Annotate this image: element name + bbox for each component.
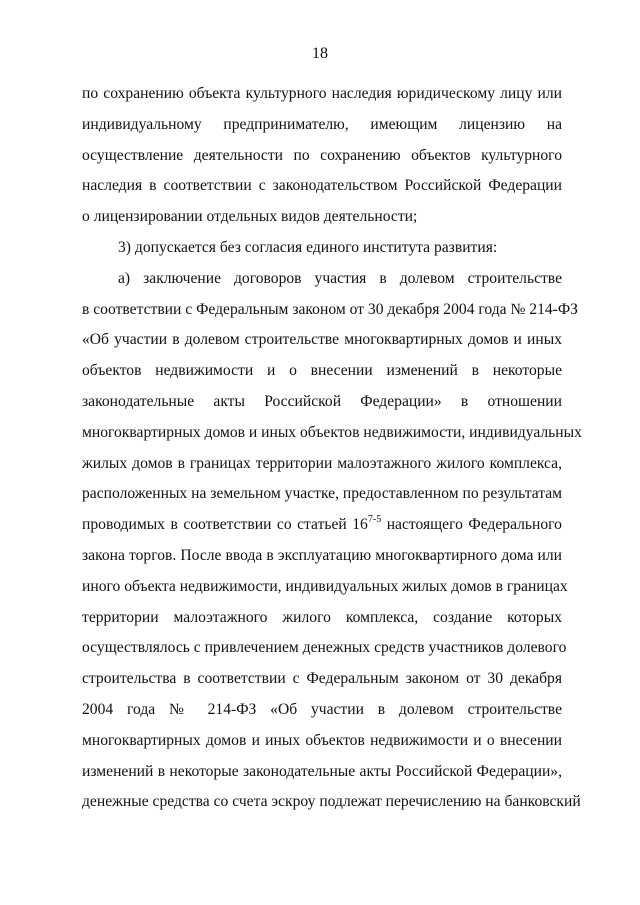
text-line: о лицензировании отдельных видов деятельности; — [82, 208, 418, 226]
text-line: наследия в соответствии с законодательством Российской Федерации — [82, 177, 562, 195]
text-line: «Об участии в долевом строительстве многоквартирных домов и иных — [82, 331, 562, 349]
text-line: 3) допускается без согласия единого института развития: — [118, 239, 498, 256]
text-line: жилых домов в границах территории малоэтажного жилого комплекса, — [82, 454, 562, 472]
text-line: индивидуальному предпринимателю, имеющим лицензию на — [82, 115, 562, 133]
text-line: денежные средства со счета эскроу подлежат перечислению на банковский — [82, 793, 581, 811]
text-segment: настоящего Федерального — [381, 516, 562, 534]
text-line: а) заключение договоров участия в долевом строительстве — [118, 269, 562, 287]
page-number: 18 — [312, 45, 328, 62]
text-line: законодательные акты Российской Федерации» в отношении — [82, 393, 562, 410]
text-line: изменений в некоторые законодательные акты Российской Федерации», — [82, 762, 562, 780]
text-line: территории малоэтажного жилого комплекса, создание которых — [82, 608, 562, 626]
text-line: многоквартирных домов и иных объектов недвижимости и о внесении — [82, 731, 562, 749]
text-line: 2004 года № 214-ФЗ «Об участии в долевом строительстве — [82, 701, 562, 718]
text-line: осуществлялось с привлечением денежных средств участников долевого — [82, 639, 567, 657]
text-line: закона торгов. После ввода в эксплуатацию многоквартирного дома или — [82, 547, 562, 564]
text-line: расположенных на земельном участке, предоставленном по результатам — [82, 485, 563, 503]
text-segment: проводимых в соответствии со статьей 16 — [82, 516, 368, 534]
superscript: 7-5 — [367, 514, 382, 525]
text-line: осуществление деятельности по сохранению объектов культурного — [82, 146, 562, 164]
text-line: в соответствии с Федеральным законом от 30 декабря 2004 года № 214-ФЗ — [82, 300, 578, 318]
text-line: по сохранению объекта культурного наследия юридическому лицу или — [82, 85, 562, 102]
text-line: строительства в соответствии с Федеральным законом от 30 декабря — [82, 670, 562, 688]
text-line — [82, 515, 562, 535]
text-line: многоквартирных домов и иных объектов недвижимости, индивидуальных — [82, 423, 582, 441]
text-line: объектов недвижимости и о внесении изменений в некоторые — [82, 362, 562, 380]
text-line: иного объекта недвижимости, индивидуальных жилых домов в границах — [82, 577, 568, 595]
